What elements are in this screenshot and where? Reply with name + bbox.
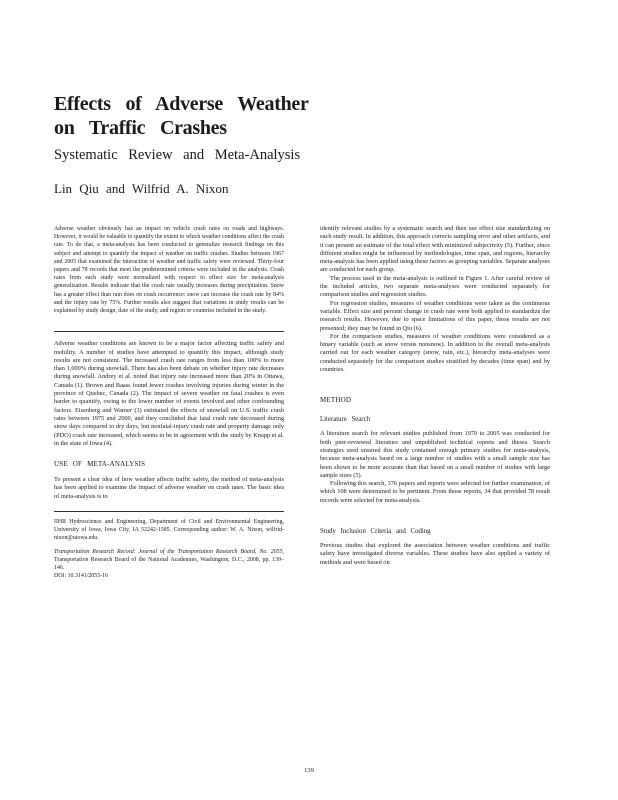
citation-note xyxy=(54,548,284,572)
right-paragraph-3: For regression studies, measures of weather conditions were taken as the continuous variable. Effect size and percent change in crash rate were both applied to standardize the research results. However, due to space limitations of this paper, those results are not presented; they may be found in Qiu (6). xyxy=(320,299,550,332)
right-paragraph-2: The process used in the meta-analysis is outlined in Figure 1. After careful review of the included articles, two separate meta-analyses were conducted separately for comparison studies and regression studies. xyxy=(320,274,550,299)
title-line-2: on Traffic Crashes xyxy=(54,117,227,139)
subtitle: Systematic Review and Meta-Analysis xyxy=(54,147,301,163)
use-paragraph: To present a clear idea of how weather affects traffic safety, the method of meta-analysis has been applied to examine the impact of adverse weather on crash rates. The basic idea of meta-analysis is to xyxy=(54,476,284,500)
section-heading-method: METHOD xyxy=(320,396,352,405)
footnote xyxy=(54,511,284,580)
footnote-divider xyxy=(54,511,284,512)
intro-paragraph: Adverse weather conditions are known to be a major factor affecting traffic safety and mobility. A number of studies have attempted to quantify this impact, although study results are not consistent. The increased crash rate ranges from less than 100% to more than 1,000% during snowfall. There has also been debate on whether injury rate decreases during snowfall. Andrey et al. noted that injury rate increased more than 20% in Ottawa, Canada (1). Brown and Baass found fewer crashes involving injuries during winter in the province of Quebec, Canada (2). The impact of severe weather on fatal crashes is even harder to quantify, owing to the lower number of events involved and other confounding factors. Eisenberg and Warner (3) estimated the effects of snowfall on U.S. traffic crash rates between 1975 and 2000, and they concluded that fatal crash rate decreased during snow days compared to dry days, but nonfatal-injury crash rate and property damage only (PDO) crash rate increased, which seems to be in agreement with the study by Knapp et al. in the state of Iowa (4). xyxy=(54,340,284,447)
subsection-heading-literature-search: Literature Search xyxy=(320,416,370,424)
left-column xyxy=(54,225,284,580)
right-paragraph-1: identify relevant studies by a systematic search and then use effect size standardizing on each study result. In addition, this approach corrects sampling error and other artifacts, and it can present an estimate of the total effect with minimized subjectivity (5). Further, since different studies might be influenced by methodologies, time span, and regions, hierarchy meta-analysis has been applied using these factors as grouping variables. Separate analyses are conducted for each group. xyxy=(320,225,550,274)
journal-name: Transportation Research Record: Journal of the Transportation Research Board, No. 2055, xyxy=(54,548,284,555)
right-paragraph-4: For the comparison studies, measures of weather conditions were considered as a binary variable (such as snow versus nonsnow). In addition to the overall meta-analysis carried out for each weather category (snow, rain, etc.), hierarchy meta-analyses were conducted separately for the comparison studies stratified by decades (time span) and by countries. xyxy=(320,332,550,374)
literature-paragraph-2: Following this search, 376 papers and reports were selected for further examination, of which 108 were determined to be pertinent. From those reports, 34 that provided 78 result records were selected for meta-analysis. xyxy=(320,480,550,504)
affiliation-note: IIHR Hydroscience and Engineering, Department of Civil and Environmental Engineering, University of Iowa, Iowa City, IA 52242-1585. Corresponding author: W. A. Nixon, wilfrid-nixon@uiowa.edu. xyxy=(54,518,284,541)
doi: DOI: 10.3141/2055-16 xyxy=(54,572,108,579)
abstract-divider xyxy=(54,331,284,332)
subsection-heading-study-inclusion: Study Inclusion Criteria and Coding xyxy=(320,528,431,536)
study-paragraph-1: Previous studies that explored the association between weather conditions and traffic safety have investigated diverse variables. These studies have also applied a variety of methods and were based on xyxy=(320,542,550,566)
section-heading-use-of-meta-analysis: USE OF META-ANALYSIS xyxy=(54,460,146,469)
title-line-1: Effects of Adverse Weather xyxy=(54,93,309,115)
publication-info: Transportation Research Board of the National Academies, Washington, D.C., 2008, pp. 139–146. xyxy=(54,556,284,571)
literature-paragraph-1: A literature search for relevant studies published from 1970 to 2005 was conducted for both peer-reviewed literature and unpublished technical reports and theses. Search strategies used ensured this study contained enough primary studies for meta-analysis, because meta-analysis based on a large number of studies with a small sample size has been shown to be more accurate than that based on a small number of studies with large sample sizes (5). xyxy=(320,430,550,479)
abstract: Adverse weather obviously has an impact on vehicle crash rates on roads and highways. However, it would be valuable to quantify the extent to which weather conditions affect the crash rate. To do that, a meta-analysis has been conducted to generalize research findings on this subject and attempt to quantify the impact of weather on traffic crashes. Studies between 1967 and 2005 that examined the interaction of weather and traffic safety were reviewed. Thirty-four papers and 78 records that meet the predetermined criteria were included in the analysis. Crash rates from each study were normalized with respect to effect size for meta-analysis generalization. Results indicate that the crash rate usually increases during precipitation. Snow has a greater effect than rain does on crash occurrence: snow can increase the crash rate by 84% and the injury rate by 75%. Further results also suggest that variations in study results can be explained by study design, date of the study, and region or countries included in the study. xyxy=(54,226,284,315)
right-column xyxy=(320,225,550,567)
title-block xyxy=(54,92,354,165)
authors: Lin Qiu and Wilfrid A. Nixon xyxy=(54,181,229,196)
page-number: 139 xyxy=(304,767,314,774)
